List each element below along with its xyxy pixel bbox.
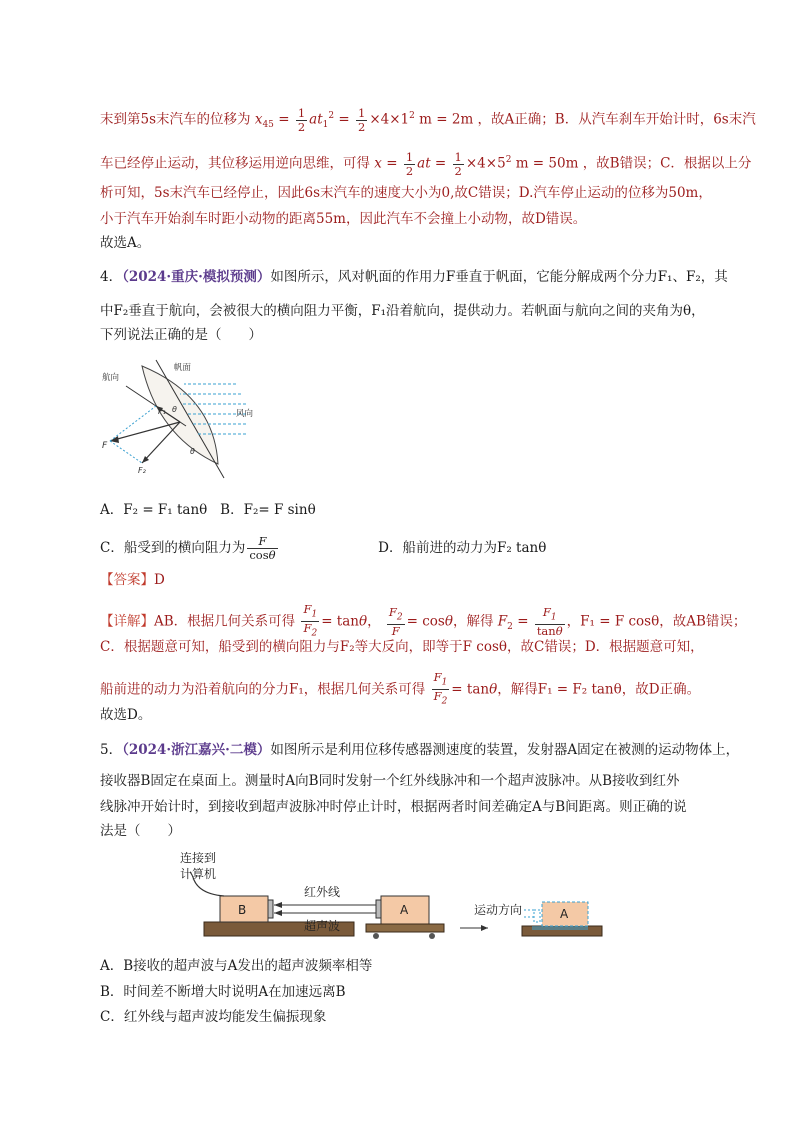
label-B: B [238, 903, 247, 917]
label-sail: 帆面 [174, 363, 192, 373]
q3-text: ，故A正确；B．从汽车刹车开始计时，6s末汽 [477, 111, 756, 128]
q5-stem-line4: 法是（ ） [100, 823, 181, 839]
label-theta-1: θ [172, 405, 177, 414]
label-A: A [400, 903, 409, 917]
sensor-apparatus-diagram [170, 844, 610, 946]
question-number: 5． [100, 742, 123, 758]
q4-options-cd: C．船受到的横向阻力为 $\frac{F}{\cos\theta}$ D．船前进的动力为F₂ tanθ [100, 534, 547, 562]
q3-conclusion: 故选A。 [100, 235, 151, 251]
q5-stem-line2: 接收器B固定在桌面上。测量时A向B同时发射一个红外线脉冲和一个超声波脉冲。从B接收到红外 [100, 773, 680, 789]
q5-stem: 如图所示是利用位移传感器测速度的装置，发射器A固定在被测的运动物体上， [270, 742, 740, 758]
q4-detail-line3: 船前进的动力为沿着航向的分力F₁，根据几何关系可得 $\frac{F_1}{F_2}$ = tanθ，解得F₁ = F₂ tanθ，故D正确。 [100, 670, 701, 707]
detail-text: 船前进的动力为沿着航向的分力F₁，根据几何关系可得 [100, 681, 426, 698]
q3-solution-line1: 末到第5s末汽车的位移为 $x_{45}$ = $\frac{1}{2}$ $at_1^2$ = $\frac{1}{2}$ $\times 4\times 1^2$ m = 2m ，故A正确；B．从汽车刹车开始计时，6s末汽 [100, 105, 756, 134]
answer-label: 【答案】 [100, 572, 154, 588]
label-connect: 连接到 [180, 851, 217, 865]
label-theta-2: θ [190, 447, 195, 456]
question-number: 4． [100, 269, 123, 285]
q3-text: 末到第5s末汽车的位移为 [100, 111, 251, 128]
option-b: B．F₂= F sinθ [220, 502, 316, 518]
q4-detail-line2: C．根据题意可知，船受到的横向阻力与F₂等大反向，即等于F cosθ，故C错误；D．根据题意可知， [100, 639, 704, 655]
label-course: 航向 [102, 373, 120, 383]
label-computer: 计算机 [180, 867, 217, 881]
answer-value: D [154, 572, 165, 588]
sail-force-diagram [96, 356, 276, 481]
q4-answer [100, 570, 165, 590]
option-a: A．F₂ = F₁ tanθ [100, 502, 208, 518]
q4-detail-line1: 【详解】AB．根据几何关系可得 $\frac{F_1}{F_2}$ = tanθ， $\frac{F_2}{F}$ = cosθ，解得 $F_2$ = $\frac{F_1}{\tan\theta}$ ，F₁ = F cosθ，故AB错误； [100, 602, 747, 639]
q3-text: 车已经停止运动，其位移运用逆向思维，可得 [100, 155, 370, 172]
q4-conclusion: 故选D。 [100, 707, 152, 723]
detail-label: 【详解】 [100, 613, 154, 630]
question-source: （2024·重庆·模拟预测） [122, 269, 271, 285]
q5-stem-line3: 线脉冲开始计时，到接收到超声波脉冲时停止计时，根据两者时间差确定A与B间距离。则正确的说 [100, 799, 687, 815]
label-ultrasound: 超声波 [304, 919, 341, 933]
q5-option-c: C．红外线与超声波均能发生偏振现象 [100, 1009, 327, 1025]
detail-text: ，解得 [453, 613, 494, 630]
label-A-moved: A [560, 907, 569, 921]
q4-stem-line2: 中F₂垂直于航向，会被很大的横向阻力平衡，F₁沿着航向，提供动力。若帆面与航向之间的夹角为θ， [100, 303, 705, 319]
label-F1: F₁ [158, 407, 166, 416]
q3-solution-line4: 小于汽车开始刹车时距小动物的距离55m，因此汽车不会撞上小动物，故D错误。 [100, 211, 587, 227]
detail-text: ，F₁ = F cosθ，故AB错误； [566, 613, 747, 630]
question-source: （2024·浙江嘉兴·二模） [122, 742, 271, 758]
label-F2: F₂ [138, 466, 146, 475]
label-motion: 运动方向 [474, 903, 523, 917]
q3-text: ，故B错误；C．根据以上分 [582, 155, 752, 172]
q5-option-b: B．时间差不断增大时说明A在加速远离B [100, 984, 346, 1000]
q4-stem-line1 [100, 267, 728, 287]
label-infrared: 红外线 [304, 885, 341, 899]
option-d: D．船前进的动力为F₂ tanθ [378, 540, 547, 556]
q5-stem-line1 [100, 740, 739, 760]
q4-stem-line3: 下列说法正确的是（ ） [100, 327, 262, 343]
q4-options-ab [100, 500, 316, 520]
detail-text: AB．根据几何关系可得 [154, 613, 296, 630]
label-wind: 风向 [236, 409, 254, 419]
label-F: F [102, 441, 108, 451]
q3-solution-line2: 车已经停止运动，其位移运用逆向思维，可得 x = $\frac{1}{2}$ at = $\frac{1}{2}$ $\times 4\times 5^2$ m = 50m ，故B错误；C．根据以上分 [100, 149, 752, 178]
q5-option-a: A．B接收的超声波与A发出的超声波频率相等 [100, 958, 373, 974]
q3-solution-line3: 析可知，5s末汽车已经停止，因此6s末汽车的速度大小为0,故C错误；D.汽车停止运动的位移为50m， [100, 185, 712, 201]
q4-stem: 如图所示，风对帆面的作用力F垂直于帆面，它能分解成两个分力F₁、F₂，其 [270, 269, 728, 285]
detail-text: ，解得F₁ = F₂ tanθ，故D正确。 [497, 681, 701, 698]
option-c: C．船受到的横向阻力为 [100, 540, 246, 556]
